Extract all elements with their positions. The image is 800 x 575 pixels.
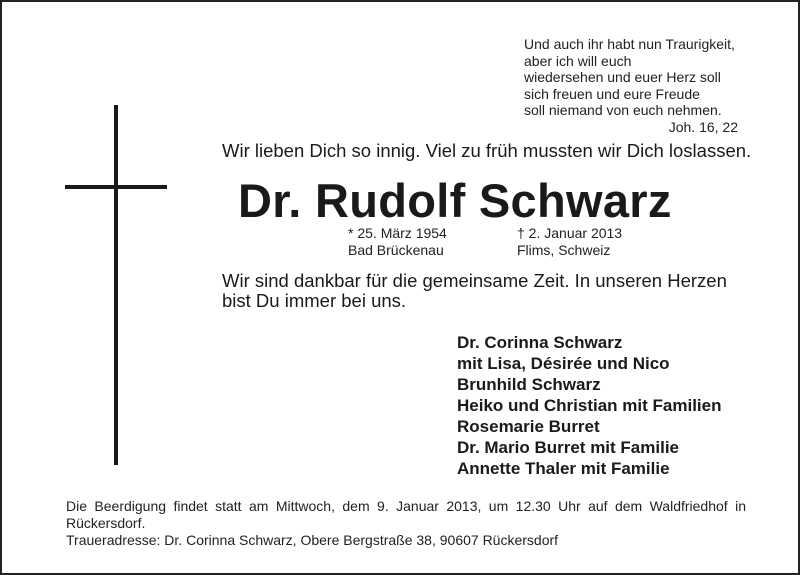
verse-line: soll niemand von euch nehmen. [524,102,722,118]
funeral-details [66,498,746,549]
birth-info [348,225,447,258]
mourner-entry: Annette Thaler mit Familie [457,459,670,478]
bible-verse [524,36,744,135]
cross-icon-vertical-bar [114,105,118,465]
thanks-line: bist Du immer bei uns. [222,290,407,311]
mourning-address: Traueradresse: Dr. Corinna Schwarz, Obere Bergstraße 38, 90607 Rückersdorf [66,532,559,548]
death-place: Flims, Schweiz [517,241,611,258]
cross-icon-horizontal-bar [65,185,167,189]
death-info [517,225,622,258]
mourner-entry: Heiko und Christian mit Familien [457,396,722,415]
mourner-entry: Dr. Mario Burret mit Familie [457,438,679,457]
funeral-info-line: Rückersdorf. [66,515,146,531]
deceased-name: Dr. Rudolf Schwarz [238,174,672,227]
mourners-list [457,332,757,479]
birth-place: Bad Brückenau [348,241,444,258]
verse-line: aber ich will euch [524,52,632,69]
verse-line: wiedersehen und euer Herz soll [524,69,721,85]
mourner-entry: Dr. Corinna Schwarz [457,333,623,352]
funeral-info-line: Die Beerdigung findet statt am Mittwoch, dem 9. Januar 2013, um 12.30 Uhr auf dem Waldfriedhof in [66,498,746,514]
verse-line: Und auch ihr habt nun Traurigkeit, [524,36,735,52]
thanks-line: Wir sind dankbar für die gemeinsame Zeit. In unseren Herzen [222,270,727,291]
mourner-entry: Rosemarie Burret [457,417,600,436]
verse-line: sich freuen und eure Freude [524,85,700,102]
birth-date: * 25. März 1954 [348,225,447,241]
intro-text: Wir lieben Dich so innig. Viel zu früh mussten wir Dich loslassen. [222,140,752,161]
death-date: † 2. Januar 2013 [517,225,623,241]
mourner-entry: mit Lisa, Désirée und Nico [457,354,670,373]
thanks-text [222,271,742,311]
verse-reference: Joh. 16, 22 [668,118,738,135]
mourner-entry: Brunhild Schwarz [457,375,601,394]
